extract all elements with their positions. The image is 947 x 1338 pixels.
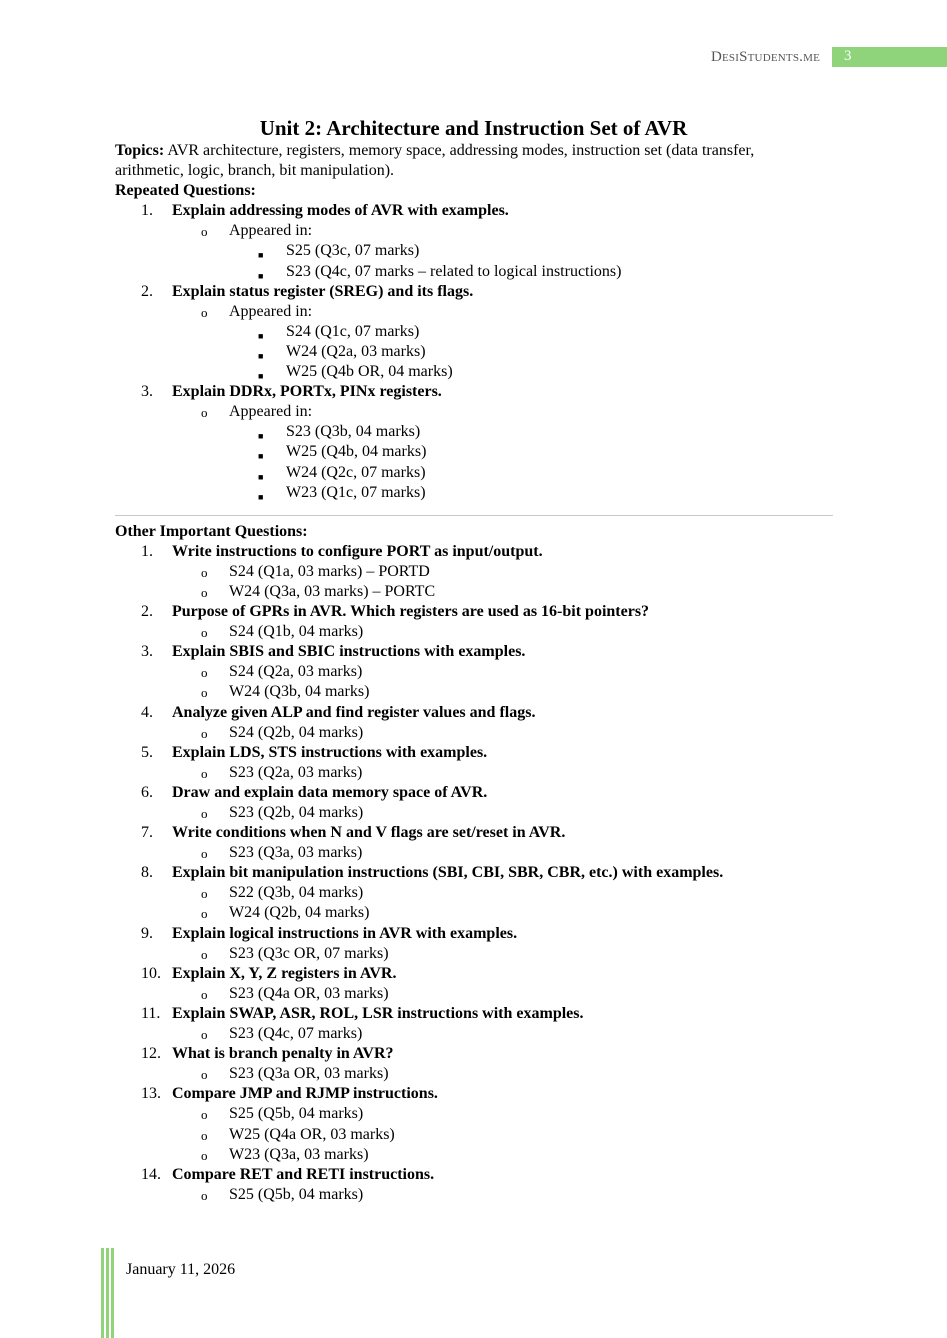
exam-reference: [115, 1185, 835, 1205]
exam-reference: [115, 1145, 835, 1165]
square-bullet-icon: ■: [258, 431, 264, 442]
question-item: [115, 823, 835, 843]
reference-text: S22 (Q3b, 04 marks): [229, 884, 364, 902]
question-number: 13.: [141, 1085, 161, 1103]
question-number: 12.: [141, 1045, 161, 1063]
reference-text: S23 (Q3c OR, 07 marks): [229, 944, 389, 962]
reference-text: S24 (Q1c, 07 marks): [286, 322, 420, 340]
question-text: Purpose of GPRs in AVR. Which registers are used as 16-bit pointers?: [172, 603, 650, 621]
exam-reference: [115, 422, 835, 442]
exam-reference: [115, 322, 835, 342]
question-text: Explain SBIS and SBIC instructions with examples.: [172, 643, 526, 661]
exam-reference: [115, 883, 835, 903]
question-item: [115, 602, 835, 622]
exam-reference: [115, 262, 835, 282]
other-questions-list: [115, 542, 835, 1205]
reference-text: W25 (Q4a OR, 03 marks): [229, 1125, 395, 1143]
square-bullet-icon: ■: [258, 491, 264, 502]
reference-text: S23 (Q3a OR, 03 marks): [229, 1065, 389, 1083]
hollow-bullet-icon: o: [201, 405, 208, 421]
square-bullet-icon: ■: [258, 371, 264, 382]
appeared-in-label: Appeared in:: [229, 302, 313, 320]
reference-text: S23 (Q3a, 03 marks): [229, 844, 363, 862]
reference-text: S23 (Q3b, 04 marks): [286, 423, 421, 441]
exam-reference: [115, 662, 835, 682]
exam-reference: [115, 362, 835, 382]
reference-text: S24 (Q2b, 04 marks): [229, 723, 364, 741]
exam-reference: [115, 944, 835, 964]
question-text: Explain status register (SREG) and its flags.: [172, 282, 474, 300]
other-heading: Other Important Questions:: [115, 522, 308, 540]
question-number: 2.: [141, 603, 153, 621]
question-number: 11.: [141, 1004, 161, 1022]
reference-text: W23 (Q3a, 03 marks): [229, 1145, 369, 1163]
hollow-bullet-icon: o: [201, 1147, 208, 1163]
square-bullet-icon: ■: [258, 330, 264, 341]
question-item: [115, 863, 835, 883]
question-number: 7.: [141, 824, 153, 842]
reference-text: S24 (Q1b, 04 marks): [229, 623, 364, 641]
reference-text: W24 (Q3b, 04 marks): [229, 683, 370, 701]
question-item: [115, 924, 835, 944]
reference-text: W25 (Q4b, 04 marks): [286, 443, 427, 461]
hollow-bullet-icon: o: [201, 1107, 208, 1123]
topics-text: AVR architecture, registers, memory space, addressing modes, instruction set (data transfer,: [164, 142, 755, 159]
document-title: Unit 2: Architecture and Instruction Set of AVR: [259, 116, 688, 140]
question-number: 8.: [141, 864, 153, 882]
exam-reference: [115, 843, 835, 863]
exam-reference: [115, 622, 835, 642]
reference-text: S23 (Q4a OR, 03 marks): [229, 984, 389, 1002]
question-item: [115, 743, 835, 763]
question-number: 6.: [141, 783, 153, 801]
hollow-bullet-icon: o: [201, 886, 208, 902]
hollow-bullet-icon: o: [201, 625, 208, 641]
exam-reference: [115, 903, 835, 923]
hollow-bullet-icon: o: [201, 304, 208, 320]
question-text: Write instructions to configure PORT as input/output.: [172, 542, 543, 560]
hollow-bullet-icon: o: [201, 224, 208, 240]
exam-reference: [115, 1064, 835, 1084]
reference-text: S25 (Q5b, 04 marks): [229, 1185, 364, 1203]
question-text: Write conditions when N and V flags are set/reset in AVR.: [172, 824, 566, 842]
hollow-bullet-icon: o: [201, 846, 208, 862]
reference-text: W24 (Q2c, 07 marks): [286, 463, 426, 481]
question-text: Compare RET and RETI instructions.: [172, 1165, 435, 1183]
reference-text: S24 (Q2a, 03 marks): [229, 663, 363, 681]
appeared-in-item: [115, 221, 835, 241]
hollow-bullet-icon: o: [201, 1187, 208, 1203]
appeared-in-item: [115, 302, 835, 322]
question-text: Explain bit manipulation instructions (SBI, CBI, SBR, CBR, etc.) with examples.: [172, 864, 724, 882]
hollow-bullet-icon: o: [201, 906, 208, 922]
hollow-bullet-icon: o: [201, 986, 208, 1002]
page-number: 3: [844, 48, 852, 64]
question-item: [115, 1084, 835, 1104]
hollow-bullet-icon: o: [201, 564, 208, 580]
hollow-bullet-icon: o: [201, 946, 208, 962]
exam-reference: [115, 1024, 835, 1044]
footer-date: January 11, 2026: [126, 1261, 236, 1278]
repeated-heading: Repeated Questions:: [115, 182, 256, 200]
exam-reference: [115, 241, 835, 261]
reference-text: S23 (Q2a, 03 marks): [229, 763, 363, 781]
reference-text: S24 (Q1a, 03 marks) – PORTD: [229, 562, 430, 580]
question-text: Explain DDRx, PORTx, PINx registers.: [172, 383, 442, 401]
question-text: Explain addressing modes of AVR with examples.: [172, 202, 509, 220]
question-number: 5.: [141, 743, 153, 761]
exam-reference: [115, 803, 835, 823]
question-number: 10.: [141, 964, 161, 982]
question-item: [115, 964, 835, 984]
reference-text: S25 (Q5b, 04 marks): [229, 1105, 364, 1123]
question-item: [115, 783, 835, 803]
hollow-bullet-icon: o: [201, 1027, 208, 1043]
question-item: [115, 382, 835, 402]
exam-reference: [115, 442, 835, 462]
reference-text: W24 (Q3a, 03 marks) – PORTC: [229, 582, 436, 600]
reference-text: S23 (Q2b, 04 marks): [229, 804, 364, 821]
exam-reference: [115, 483, 835, 503]
section-divider: [115, 515, 833, 516]
hollow-bullet-icon: o: [201, 765, 208, 781]
topics-line-2: arithmetic, logic, branch, bit manipulation).: [115, 162, 395, 180]
reference-text: W23 (Q1c, 07 marks): [286, 483, 426, 501]
appeared-in-item: [115, 402, 835, 422]
site-name: DesiStudents.me: [710, 49, 820, 65]
question-item: [115, 1004, 835, 1024]
hollow-bullet-icon: o: [201, 685, 208, 701]
page-header: [0, 47, 947, 69]
hollow-bullet-icon: o: [201, 725, 208, 741]
exam-reference: [115, 562, 835, 582]
square-bullet-icon: ■: [258, 350, 264, 361]
exam-reference: [115, 342, 835, 362]
hollow-bullet-icon: o: [201, 584, 208, 600]
exam-reference: [115, 763, 835, 783]
reference-text: S25 (Q3c, 07 marks): [286, 242, 420, 260]
topics-label: Topics:: [115, 142, 165, 159]
question-number: 3.: [141, 643, 153, 661]
question-item: [115, 201, 835, 221]
reference-text: S23 (Q4c, 07 marks): [229, 1025, 363, 1043]
document-body: [115, 141, 835, 1205]
reference-text: W24 (Q2a, 03 marks): [286, 342, 426, 360]
question-number: 2.: [141, 282, 153, 300]
hollow-bullet-icon: o: [201, 1067, 208, 1083]
question-text: Explain X, Y, Z registers in AVR.: [172, 964, 397, 982]
question-number: 14.: [141, 1165, 161, 1183]
question-item: [115, 703, 835, 723]
appeared-in-label: Appeared in:: [229, 222, 313, 240]
question-item: [115, 1165, 835, 1185]
reference-text: W24 (Q2b, 04 marks): [229, 904, 370, 922]
exam-reference: [115, 1125, 835, 1145]
question-number: 4.: [141, 703, 153, 721]
question-text: Compare JMP and RJMP instructions.: [172, 1085, 438, 1103]
square-bullet-icon: ■: [258, 471, 264, 482]
reference-text: W25 (Q4b OR, 04 marks): [286, 363, 453, 381]
question-item: [115, 1044, 835, 1064]
question-number: 1.: [141, 202, 153, 220]
question-text: Explain logical instructions in AVR with examples.: [172, 924, 518, 942]
exam-reference: [115, 984, 835, 1004]
reference-text: S23 (Q4c, 07 marks – related to logical instructions): [286, 262, 622, 280]
hollow-bullet-icon: o: [201, 806, 208, 821]
question-item: [115, 642, 835, 662]
page-number-box: [832, 47, 947, 67]
question-text: Explain LDS, STS instructions with examples.: [172, 743, 488, 761]
question-text: Analyze given ALP and find register values and flags.: [172, 703, 536, 721]
question-number: 3.: [141, 383, 153, 401]
exam-reference: [115, 582, 835, 602]
hollow-bullet-icon: o: [201, 665, 208, 681]
topics-line: [115, 141, 835, 161]
square-bullet-icon: ■: [258, 451, 264, 462]
question-text: What is branch penalty in AVR?: [172, 1045, 394, 1063]
hollow-bullet-icon: o: [201, 1127, 208, 1143]
question-text: Draw and explain data memory space of AVR.: [172, 783, 488, 801]
question-number: 9.: [141, 924, 153, 942]
exam-reference: [115, 723, 835, 743]
question-number: 1.: [141, 542, 153, 560]
question-text: Explain SWAP, ASR, ROL, LSR instructions with examples.: [172, 1004, 584, 1022]
question-item: [115, 542, 835, 562]
question-item: [115, 282, 835, 302]
square-bullet-icon: ■: [258, 270, 264, 281]
footer-accent-bars: [101, 1248, 115, 1338]
appeared-in-label: Appeared in:: [229, 403, 313, 421]
exam-reference: [115, 682, 835, 702]
square-bullet-icon: ■: [258, 250, 264, 261]
exam-reference: [115, 463, 835, 483]
exam-reference: [115, 1104, 835, 1124]
repeated-questions-list: [115, 201, 835, 502]
